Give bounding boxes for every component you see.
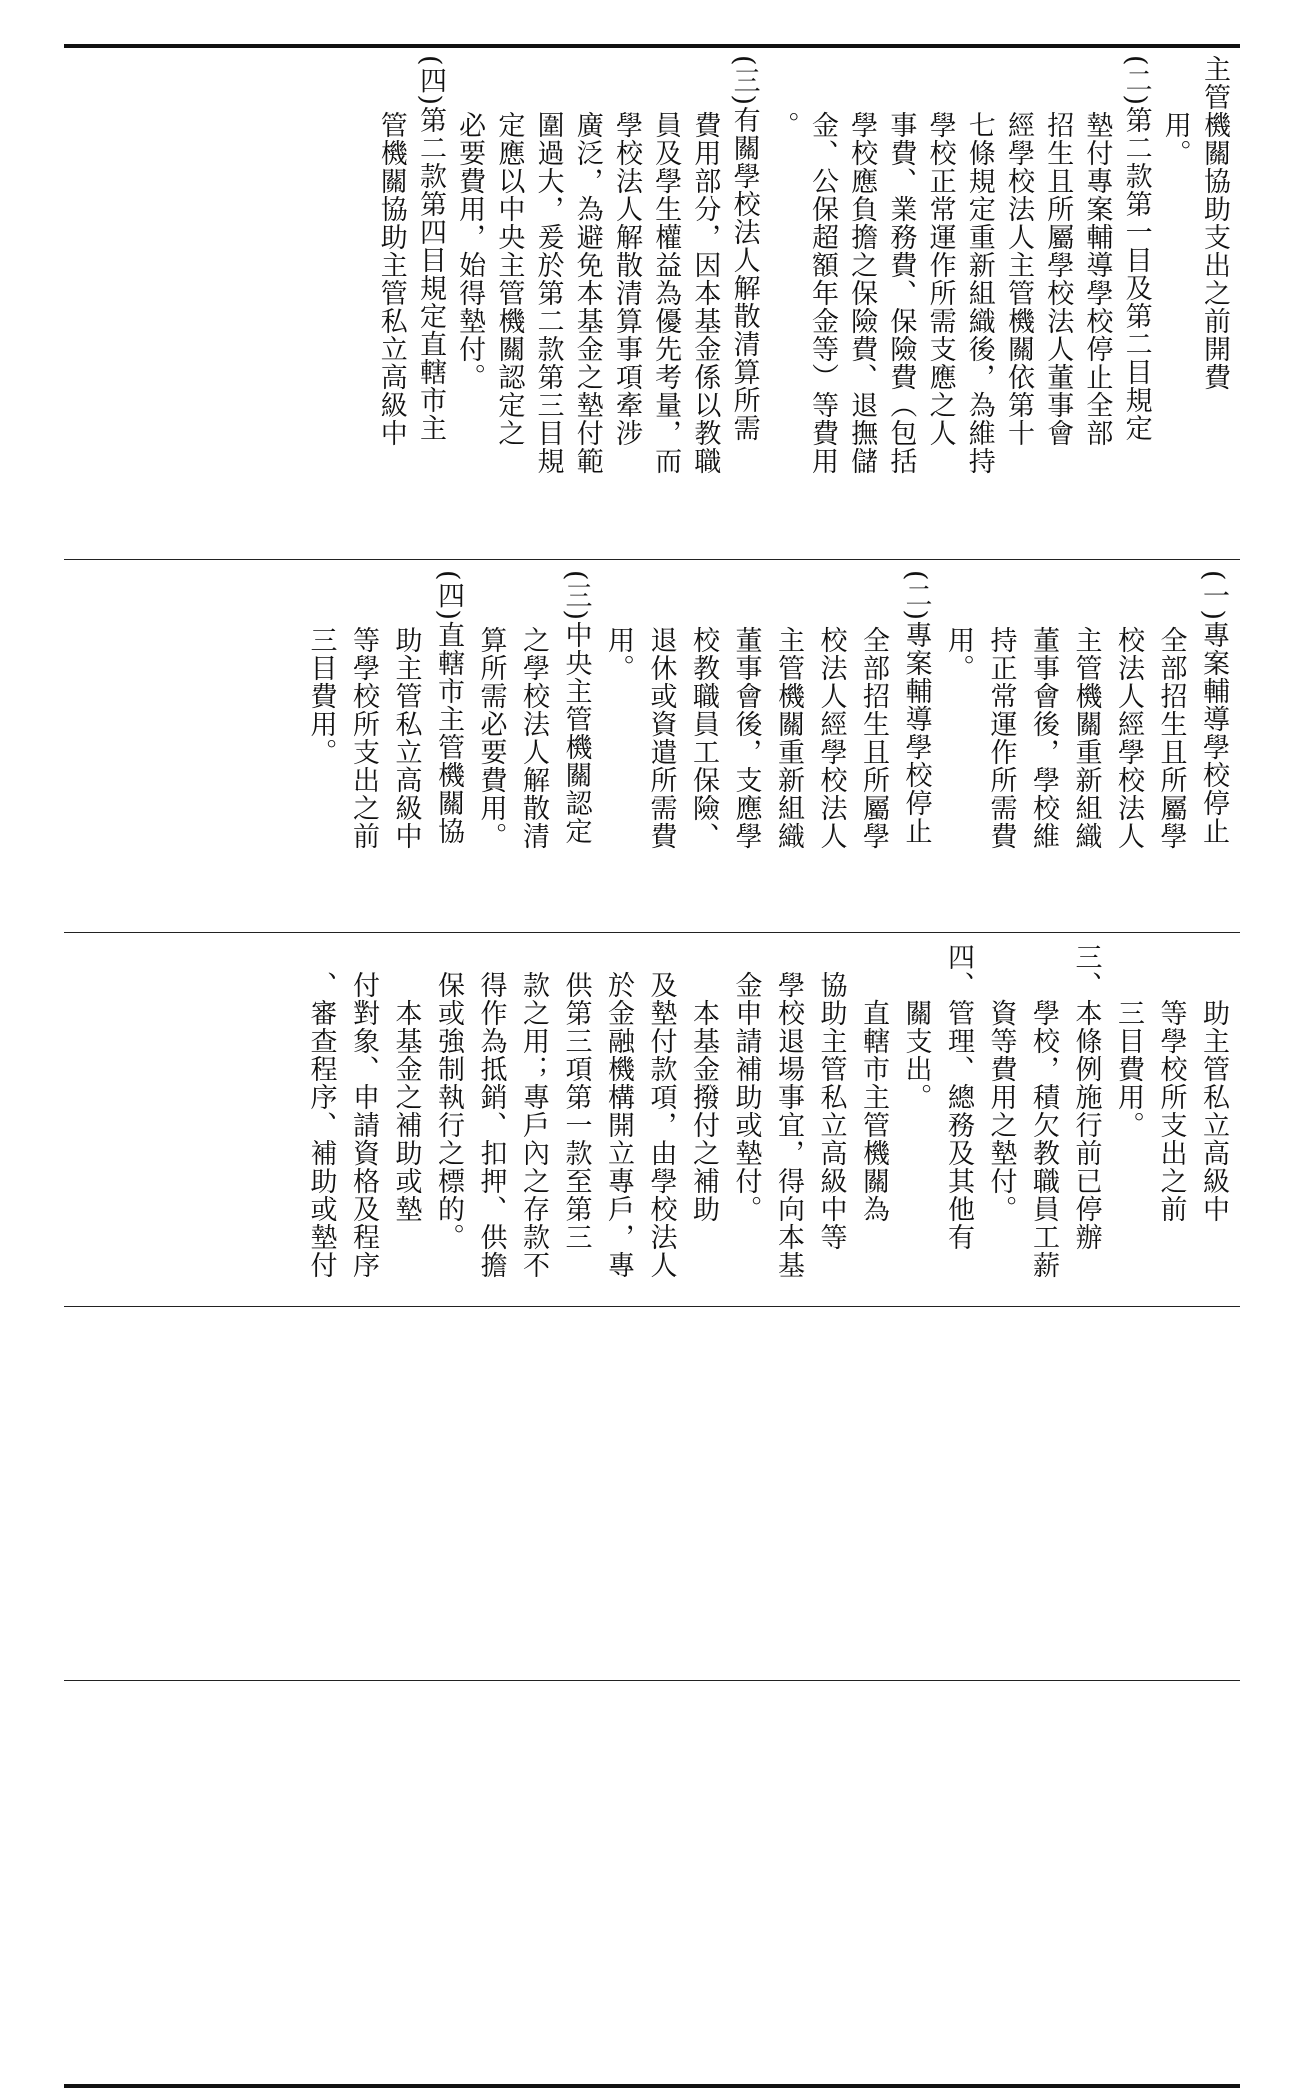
text-column: 定應以中央主管機關認定之: [493, 55, 525, 447]
text-column: 等學校所支出之前: [1155, 943, 1187, 1223]
text-column: 及墊付款項，由學校法人: [645, 943, 677, 1279]
text-column: 助主管私立高級中: [1198, 943, 1229, 1223]
vertical-text-block: [372, 55, 1234, 559]
divider: [64, 559, 1240, 560]
text-column: 事費、業務費、保險費（包括: [885, 55, 917, 475]
text-column: 七條規定重新組織後，為維持: [963, 55, 995, 475]
text-column: 四、管理、總務及其他有: [943, 943, 974, 1251]
text-column: (二)專案輔導學校停止: [900, 570, 932, 846]
section-amended-text: [64, 943, 1240, 1303]
text-column: (二)第二款第一目及第二目規定: [1120, 55, 1152, 443]
divider: [64, 1306, 1240, 1307]
text-column: 董事會後，支應學: [730, 570, 762, 850]
text-column: 等學校所支出之前: [348, 570, 379, 850]
text-column: 董事會後，學校維: [1028, 570, 1059, 850]
bottom-rule: [64, 2084, 1240, 2088]
text-column: 算所需必要費用。: [475, 570, 507, 850]
text-column: 三目費用。: [305, 570, 337, 766]
text-column: 協助主管私立高級中等: [815, 943, 847, 1251]
text-column: 校法人經學校法人: [815, 570, 847, 850]
text-column: 本基金撥付之補助: [688, 943, 719, 1223]
text-column: 用。: [943, 570, 974, 682]
text-column: 主管機關重新組織: [1070, 570, 1102, 850]
text-column: 供第三項第一款至第三: [560, 943, 592, 1251]
text-column: 學校正常運作所需支應之人: [924, 55, 956, 447]
section-current-text: [64, 570, 1240, 930]
text-column: 圍過大，爰於第二款第三目規: [532, 55, 564, 475]
text-column: 學校應負擔之保險費、退撫儲: [846, 55, 878, 475]
vertical-text-block: [299, 570, 1234, 930]
divider: [64, 932, 1240, 933]
text-column: 金申請補助或墊付。: [730, 943, 762, 1223]
text-column: 主管機關重新組織: [773, 570, 804, 850]
text-column: 學校，積欠教職員工薪: [1028, 943, 1059, 1279]
text-column: 款之用；專戶內之存款不: [518, 943, 549, 1279]
text-column: 助主管私立高級中: [390, 570, 422, 850]
text-column: 用。: [1159, 55, 1191, 167]
text-column: (三)中央主管機關認定: [560, 570, 592, 846]
text-column: 校教職員工保險、: [688, 570, 719, 850]
section-empty: [64, 1317, 1240, 1672]
text-column: 用。: [603, 570, 634, 682]
text-column: 招生且所屬學校法人董事會: [1042, 55, 1074, 447]
text-column: 學校退場事宜，得向本基: [773, 943, 804, 1279]
text-column: (四)第二款第四目規定直轄市主: [414, 55, 446, 443]
text-column: 必要費用，始得墊付。: [454, 55, 486, 391]
text-column: 三目費用。: [1113, 943, 1144, 1139]
text-column: 管機關協助主管私立高級中: [375, 55, 407, 447]
text-column: 得作為抵銷、扣押、供擔: [475, 943, 507, 1279]
text-column: 全部招生且所屬學: [1155, 570, 1187, 850]
text-column: 經學校法人主管機關依第十: [1002, 55, 1034, 447]
text-column: (三)有關學校法人解散清算所需: [728, 55, 760, 443]
text-column: 學校法人解散清算事項牽涉: [610, 55, 642, 447]
section-explanation: [64, 55, 1240, 559]
text-column: (四)直轄市主管機關協: [433, 570, 464, 846]
text-column: 付對象、申請資格及程序: [348, 943, 379, 1279]
text-column: 三、本條例施行前已停辦: [1070, 943, 1102, 1251]
divider: [64, 1680, 1240, 1681]
text-column: 本基金之補助或墊: [390, 943, 422, 1223]
vertical-text-block: [299, 943, 1234, 1303]
text-column: 資等費用之墊付。: [985, 943, 1017, 1223]
text-column: 持正常運作所需費: [985, 570, 1017, 850]
text-column: 、審查程序、補助或墊付: [305, 943, 337, 1279]
text-column: 廣泛，為避免本基金之墊付範: [571, 55, 603, 475]
text-column: 關支出。: [900, 943, 932, 1111]
text-column: 主管機關協助支出之前開費: [1199, 55, 1230, 391]
text-column: 直轄市主管機關為: [858, 943, 889, 1223]
text-column: 員及學生權益為優先考量，而: [650, 55, 682, 475]
text-column: (一)專案輔導學校停止: [1198, 570, 1229, 846]
text-column: 校法人經學校法人: [1113, 570, 1144, 850]
top-rule: [64, 44, 1240, 48]
text-column: 之學校法人解散清: [518, 570, 549, 850]
text-column: 於金融機構開立專戶，專: [603, 943, 634, 1279]
text-column: 全部招生且所屬學: [858, 570, 889, 850]
text-column: 保或強制執行之標的。: [433, 943, 464, 1251]
text-column: 退休或資遣所需費: [645, 570, 677, 850]
text-column: 墊付專案輔導學校停止全部: [1081, 55, 1113, 447]
text-column: 費用部分，因本基金係以教職: [689, 55, 721, 475]
text-column: 。: [767, 55, 799, 139]
text-column: 金、公保超額年金等）等費用: [806, 55, 838, 475]
section-empty: [64, 1691, 1240, 2081]
